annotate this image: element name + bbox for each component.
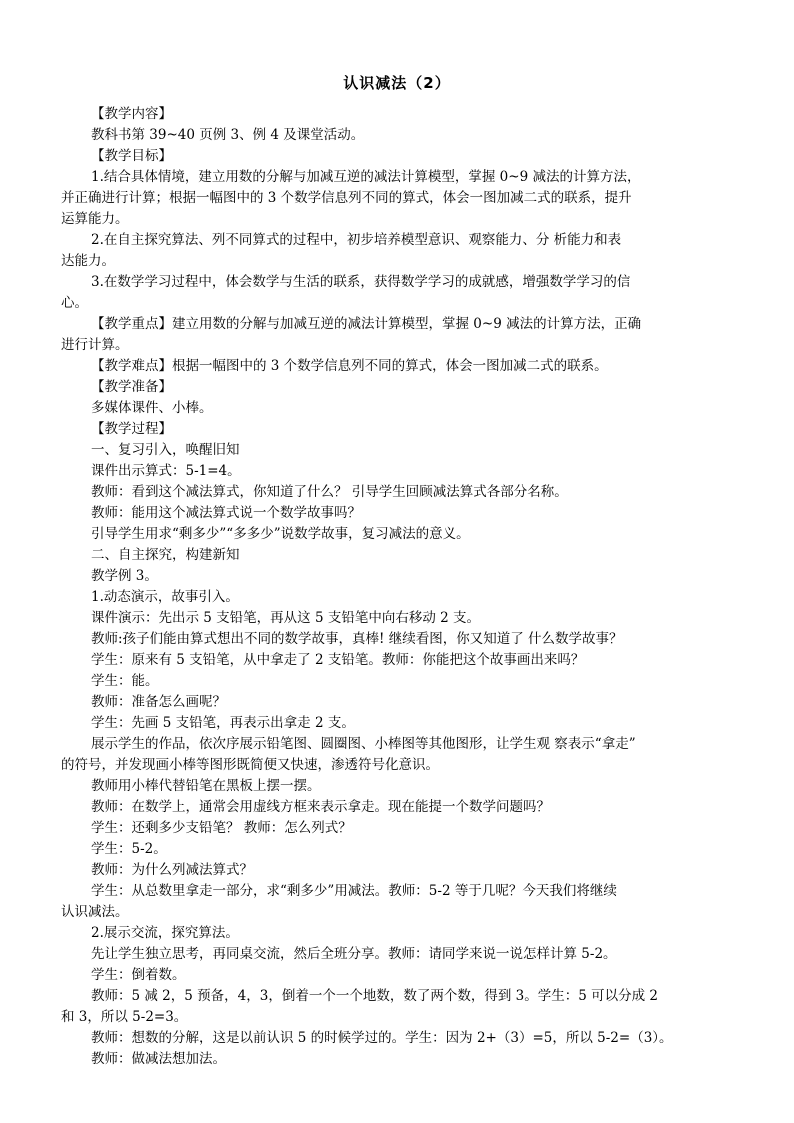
text-line: 【教学目标】 xyxy=(91,148,172,164)
document-body xyxy=(61,104,737,1070)
text-line: 教师:孩子们能由算式想出不同的数学故事，真棒! 继续看图，你又知道了 什么数学故事？ xyxy=(91,631,623,647)
page-title: 认识减法（2） xyxy=(343,74,451,92)
text-line: 课件出示算式：5-1=4。 xyxy=(91,463,241,479)
text-line: 的符号，并发现画小棒等图形既简便又快速，渗透符号化意识。 xyxy=(61,757,439,773)
text-line: 学生：还剩多少支铅笔？ 教师：怎么列式？ xyxy=(91,820,352,836)
text-line: 教师用小棒代替铅笔在黑板上摆一摆。 xyxy=(91,778,321,794)
text-line: 3.在数学学习过程中，体会数学与生活的联系，获得数学学习的成就感，增强数学学习的信 xyxy=(91,274,631,290)
text-line: 教师：想数的分解，这是以前认识 5 的时候学过的。学生：因为 2+（3）=5，所以 5-2=（3）。 xyxy=(91,1030,673,1046)
text-line: 【教学难点】根据一幅图中的 3 个数学信息列不同的算式，体会一图加减二式的联系。 xyxy=(91,358,608,374)
text-line: 先让学生独立思考，再同桌交流，然后全班分享。教师：请同学来说一说怎样计算 5-2。 xyxy=(91,946,617,962)
text-line: 认识减法。 xyxy=(61,904,129,920)
text-line: 【教学准备】 xyxy=(91,379,172,395)
text-line: 一、复习引入，唤醒旧知 xyxy=(91,442,240,458)
text-line: 教师：在数学上，通常会用虚线方框来表示拿走。现在能提一个数学问题吗？ xyxy=(91,799,550,815)
text-line: 2.展示交流，探究算法。 xyxy=(91,925,239,941)
text-line: 学生：从总数里拿走一部分，求“剩多少”用减法。教师：5-2 等于几呢？今天我们将继续 xyxy=(91,883,617,899)
text-line: 教师：准备怎么画呢？ xyxy=(91,694,226,710)
text-line: 教师：能用这个减法算式说一个数学故事吗？ xyxy=(91,505,361,521)
text-line: 【教学内容】 xyxy=(91,106,172,122)
text-line: 【教学重点】建立用数的分解与加减互逆的减法计算模型，掌握 0~9 减法的计算方法，正确 xyxy=(91,316,642,332)
text-line: 教师：做减法想加法。 xyxy=(91,1051,226,1067)
text-line: 教师：5 减 2，5 预备，4，3，倒着一个一个地数，数了两个数，得到 3。学生：5 可以分成 2 xyxy=(91,988,658,1004)
text-line: 学生：5-2。 xyxy=(91,841,167,857)
text-line: 多媒体课件、小棒。 xyxy=(91,400,213,416)
text-line: 教师：看到这个减法算式，你知道了什么？ 引导学生回顾减法算式各部分名称。 xyxy=(91,484,568,500)
text-line: 教学例 3。 xyxy=(91,568,158,584)
text-line: 课件演示：先出示 5 支铅笔，再从这 5 支铅笔中向右移动 2 支。 xyxy=(91,610,481,626)
text-line: 1.结合具体情境，建立用数的分解与加减互逆的减法计算模型，掌握 0~9 减法的计算方法， xyxy=(91,169,641,185)
text-line: 心。 xyxy=(61,295,88,311)
text-line: 引导学生用求“剩多少”“多多少”说数学故事，复习减法的意义。 xyxy=(91,526,470,542)
text-line: 并正确进行计算；根据一幅图中的 3 个数学信息列不同的算式，体会一图加减二式的联系，提升 xyxy=(61,190,632,206)
text-line: 展示学生的作品，依次序展示铅笔图、圆圈图、小棒图等其他图形，让学生观 察表示“拿走” xyxy=(91,736,636,752)
text-line: 学生：能。 xyxy=(91,673,159,689)
text-line: 学生：先画 5 支铅笔，再表示出拿走 2 支。 xyxy=(91,715,355,731)
text-line: 达能力。 xyxy=(61,253,115,269)
text-line: 教科书第 39~40 页例 3、例 4 及课堂活动。 xyxy=(91,127,365,143)
text-line: 运算能力。 xyxy=(61,211,129,227)
text-line: 【教学过程】 xyxy=(91,421,172,437)
text-line: 二、自主探究，构建新知 xyxy=(91,547,240,563)
text-line: 学生：倒着数。 xyxy=(91,967,186,983)
text-line: 2.在自主探究算法、列不同算式的过程中，初步培养模型意识、观察能力、分 析能力和表 xyxy=(91,232,622,248)
text-line: 和 3，所以 5-2=3。 xyxy=(61,1009,188,1025)
text-line: 教师：为什么列减法算式？ xyxy=(91,862,253,878)
text-line: 学生：原来有 5 支铅笔，从中拿走了 2 支铅笔。教师：你能把这个故事画出来吗？ xyxy=(91,652,585,668)
text-line: 1.动态演示，故事引入。 xyxy=(91,589,239,605)
text-line: 进行计算。 xyxy=(61,337,129,353)
